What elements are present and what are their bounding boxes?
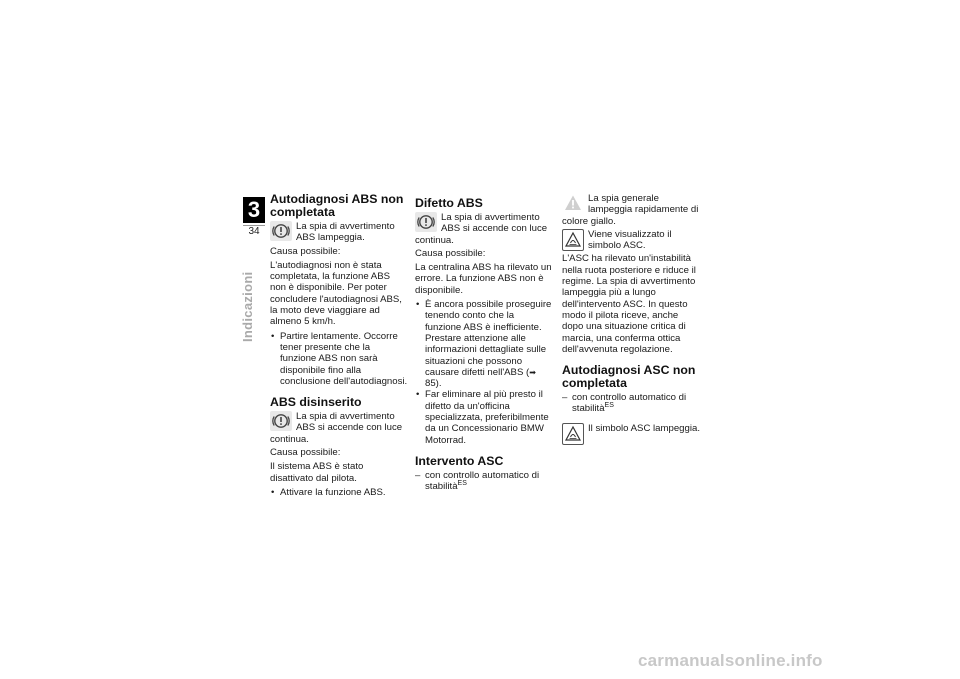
section-abs-selfdiag bbox=[270, 193, 408, 387]
chapter-number: 3 bbox=[243, 197, 265, 223]
page-reference-arrow-icon: ➡ bbox=[529, 367, 536, 377]
bullet-item: • Far eliminare al più presto il difetto da un'officina specializzata, preferibilmente da un Concessionario BMW Motorrad. bbox=[415, 389, 553, 445]
icon-row bbox=[562, 229, 702, 252]
section-title: Autodiagnosi ASC non completata bbox=[562, 363, 696, 391]
icon-row bbox=[415, 212, 553, 246]
equipment-code: ES bbox=[457, 480, 467, 488]
icon-description: La spia di avvertimento ABS lampeggia. bbox=[296, 221, 395, 244]
page-reference[interactable]: 85 bbox=[425, 378, 436, 390]
icon-description: La spia di avvertimento ABS si accende con luce continua. bbox=[415, 212, 548, 246]
cause-label: Causa possibile: bbox=[415, 247, 486, 259]
chapter-name: Indicazioni bbox=[240, 271, 255, 342]
section-asc-intervention bbox=[415, 455, 553, 493]
icon-description: Viene visualizzato il simbolo ASC. bbox=[588, 228, 672, 252]
equipment-code: ES bbox=[604, 402, 614, 410]
equipment-text: con controllo automatico di stabilità bbox=[572, 392, 687, 415]
section-title: Intervento ASC bbox=[415, 453, 504, 468]
watermark: carmanualsonline.info bbox=[638, 651, 823, 670]
column-1 bbox=[270, 193, 408, 501]
icon-description: La spia generale lampeggia rapidamente di colore giallo. bbox=[562, 193, 699, 227]
bullet-list bbox=[270, 487, 408, 498]
icon-description: Il simbolo ASC lampeggia. bbox=[588, 422, 700, 434]
equipment-text: con controllo automatico di stabilità bbox=[425, 469, 540, 493]
section-abs-off bbox=[270, 396, 408, 498]
bullet-list bbox=[270, 331, 408, 387]
icon-row bbox=[562, 423, 702, 445]
column-2 bbox=[415, 193, 553, 496]
icon-row bbox=[562, 193, 702, 227]
section-asc-intervention-cont bbox=[562, 193, 702, 355]
bullet-text: È ancora possibile proseguire tenendo conto che la funzione ABS è inefficiente. Prestare attenzione alle informazioni dettagliate sulle situazioni che possono causare difetti nell'ABS bbox=[425, 299, 552, 378]
cause-text: L'autodiagnosi non è stata completata, la funzione ABS non è disponibile. Per poter concludere l'autodiagnosi ABS, la moto deve viaggiare ad almeno 5 km/h. bbox=[270, 259, 402, 328]
abs-warning-icon bbox=[415, 212, 437, 232]
abs-warning-icon bbox=[270, 221, 292, 241]
asc-symbol-icon bbox=[562, 423, 584, 445]
bullet-item: • Partire lentamente. Occorre tener presente che la funzione ABS non sarà disponibile fino alla conclusione dell'autodiagnosi. bbox=[270, 331, 408, 387]
general-warning-icon bbox=[562, 193, 584, 213]
bullet-item: • Attivare la funzione ABS. bbox=[270, 487, 408, 498]
asc-symbol-icon bbox=[562, 229, 584, 251]
bullet-list bbox=[415, 299, 553, 446]
equipment-list bbox=[415, 470, 553, 493]
cause-label: Causa possibile: bbox=[270, 447, 341, 459]
bullet-item: • È ancora possibile proseguire tenendo conto che la funzione ABS è inefficiente. Prestare attenzione alle informazioni dettagliate sulle situazioni che possono causare difetti nell'ABS (➡ 85). bbox=[415, 299, 553, 389]
equipment-item bbox=[415, 470, 553, 493]
abs-warning-icon bbox=[270, 411, 292, 431]
column-3 bbox=[562, 193, 702, 447]
section-title: Difetto ABS bbox=[415, 196, 483, 210]
equipment-item bbox=[562, 392, 702, 415]
equipment-list bbox=[562, 392, 702, 415]
icon-row bbox=[270, 221, 408, 244]
icon-description: La spia di avvertimento ABS si accende con luce continua. bbox=[270, 411, 403, 445]
body-paragraph: L'ASC ha rilevato un'instabilità nella ruota posteriore e riduce il regime. La spia di avvertimento lampeggia più a lungo dell'intervento ASC. In questo modo il pilota riceve, anche dopo una situazione critica di marcia, una conferma ottica dell'avvenuta regolazione. bbox=[562, 253, 696, 355]
cause-text: Il sistema ABS è stato disattivato dal pilota. bbox=[270, 461, 364, 484]
icon-row bbox=[270, 411, 408, 445]
section-title: ABS disinserito bbox=[270, 395, 362, 410]
cause-label: Causa possibile: bbox=[270, 245, 341, 257]
cause-text: La centralina ABS ha rilevato un errore. La funzione ABS non è disponibile. bbox=[415, 262, 552, 296]
section-abs-fault bbox=[415, 197, 553, 446]
section-title: Autodiagnosi ABS non completata bbox=[270, 192, 404, 219]
page-number: 34 bbox=[248, 226, 260, 237]
section-asc-selfdiag bbox=[562, 364, 702, 445]
